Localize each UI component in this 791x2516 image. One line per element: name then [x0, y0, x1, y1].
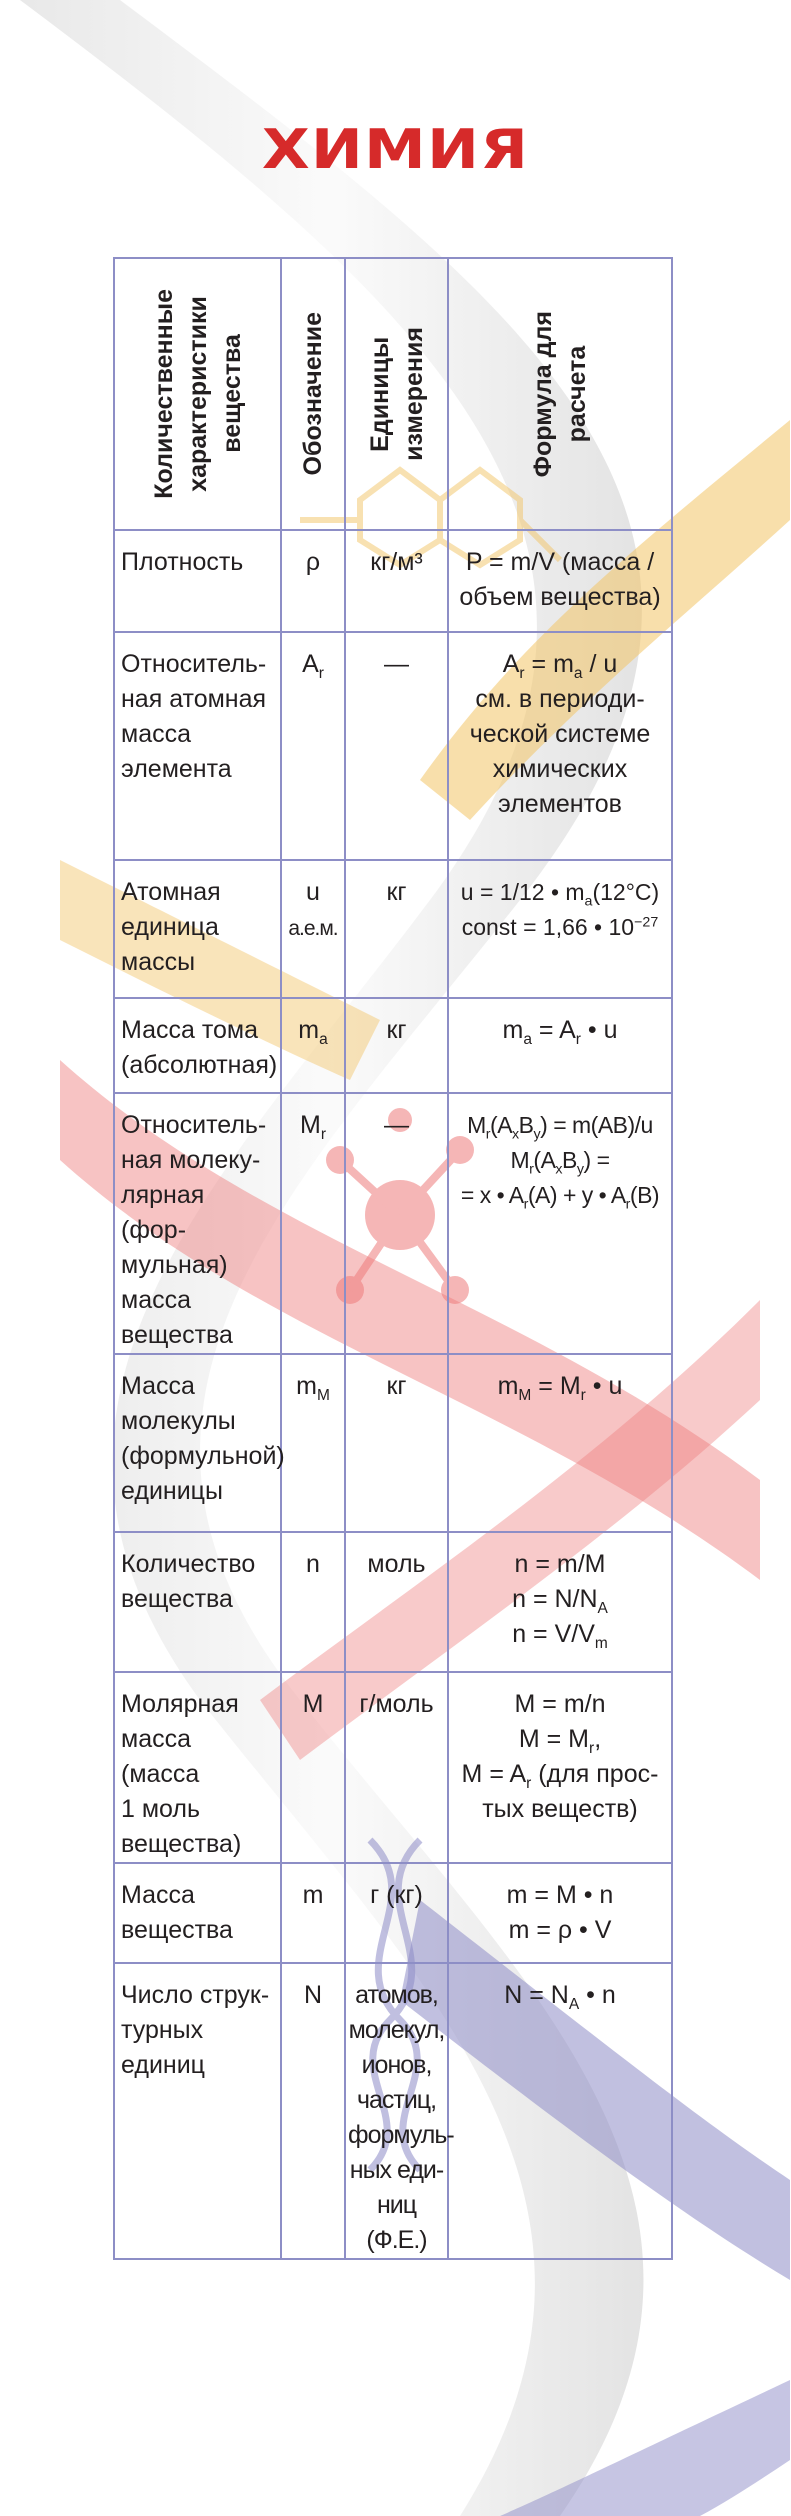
row-name: Плотность	[114, 530, 281, 632]
row-symbol: $M_r$	[281, 1093, 345, 1354]
row-name: Количество вещества	[114, 1532, 281, 1672]
row-symbol: m	[281, 1863, 345, 1963]
header-symbol: Обозначение	[281, 258, 345, 530]
row-name: Число струк- турных единиц	[114, 1963, 281, 2259]
table-row	[114, 632, 672, 860]
row-symbol: n	[281, 1532, 345, 1672]
row-name: Относитель- ная атомная масса элемента	[114, 632, 281, 860]
row-formula: m = M • n m = ρ • V	[448, 1863, 672, 1963]
row-formula: $m_M = M_r$ • u	[448, 1354, 672, 1532]
header-row	[114, 258, 672, 530]
row-symbol: M	[281, 1672, 345, 1863]
row-symbol: $m_a$	[281, 998, 345, 1093]
table-row	[114, 1963, 672, 2259]
row-formula: $M_r(A_xB_y) = m(AB)/u$ $M_r(A_xB_y)$ = = x • $A_r(A) + y$ • $A_r(B)$	[448, 1093, 672, 1354]
row-name: Масса вещества	[114, 1863, 281, 1963]
row-name: Относитель- ная молеку- лярная (фор- мульная) масса вещества	[114, 1093, 281, 1354]
header-formula: Формула для расчета	[448, 258, 672, 530]
row-units: атомов, молекул, ионов, частиц, формуль- ных еди- ниц (Ф.Е.)	[345, 1963, 448, 2259]
row-units: г (кг)	[345, 1863, 448, 1963]
table-row	[114, 1354, 672, 1532]
row-symbol: $m_M$	[281, 1354, 345, 1532]
row-units: кг	[345, 860, 448, 998]
table-row	[114, 1093, 672, 1354]
row-formula: n = m/M $n = N/N_A$ $n = V/V_m$	[448, 1532, 672, 1672]
row-units: моль	[345, 1532, 448, 1672]
row-formula: $m_a = A_r$ • u	[448, 998, 672, 1093]
row-name: Молярная масса (масса 1 моль вещества)	[114, 1672, 281, 1863]
row-symbol: ρ	[281, 530, 345, 632]
chemistry-table	[113, 257, 673, 2260]
row-formula: P = m/V (масса / объем вещества)	[448, 530, 672, 632]
page-title: ХИМИЯ	[261, 118, 530, 181]
row-formula: u = 1/12 • $m_a(12^\circ C)$ const = 1,66 • $10^{-27}$	[448, 860, 672, 998]
row-formula: M = m/n $M = M_r$, $M = A_r$ (для прос- тых веществ)	[448, 1672, 672, 1863]
table-row	[114, 1672, 672, 1863]
table-row	[114, 998, 672, 1093]
table-row	[114, 1532, 672, 1672]
table-row	[114, 1863, 672, 1963]
header-characteristic: Количественные характеристики вещества	[114, 258, 281, 530]
row-symbol: u а.е.м.	[281, 860, 345, 998]
row-units: кг/м³	[345, 530, 448, 632]
row-units: —	[345, 1093, 448, 1354]
row-name: Масса молекулы (формульной) единицы	[114, 1354, 281, 1532]
row-units: кг	[345, 1354, 448, 1532]
row-units: г/моль	[345, 1672, 448, 1863]
table-row	[114, 530, 672, 632]
row-symbol: N	[281, 1963, 345, 2259]
row-units: кг	[345, 998, 448, 1093]
row-name: Атомная единица массы	[114, 860, 281, 998]
row-name: Масса тома (абсолютная)	[114, 998, 281, 1093]
row-symbol: $A_r$	[281, 632, 345, 860]
table-row	[114, 860, 672, 998]
row-units: —	[345, 632, 448, 860]
row-formula: $A_r = m_a / u$ см. в периоди- ческой системе химических элементов	[448, 632, 672, 860]
row-formula: $N = N_A$ • n	[448, 1963, 672, 2259]
header-units: Единицы измерения	[345, 258, 448, 530]
